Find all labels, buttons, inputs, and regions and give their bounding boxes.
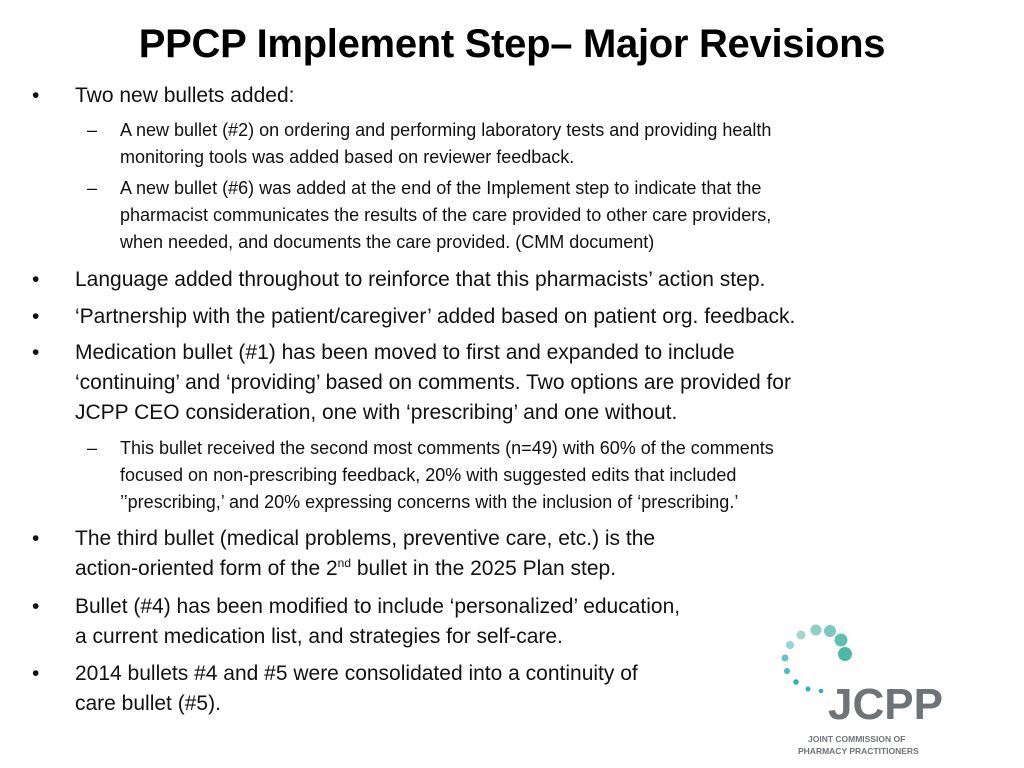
jcpp-logo — [770, 620, 970, 760]
slide-title: PPCP Implement Step– Major Revisions — [138, 22, 886, 66]
sub-bullet-lab-tests: – A new bullet (#2) on ordering and performing laboratory tests and providing health monitoring tools was added based on reviewer feedback. — [120, 117, 960, 171]
bullet-four-modified: • Bullet (#4) has been modified to include ‘personalized’ education, a current medication list, and strategies for self-care. — [75, 592, 965, 652]
logo-tagline-line2: PHARMACY PRACTITIONERS — [798, 746, 919, 756]
bullet-medication: • Medication bullet (#1) has been moved to first and expanded to include ‘continuing’ and ‘providing’ based on comments. Two options are provided for JCPP CEO consideration, one with ‘prescribing’ and one without. — [75, 338, 965, 428]
bullet-two-new-bullets: • Two new bullets added: — [75, 81, 965, 111]
bullet-language-added: • Language added throughout to reinforce that this pharmacists’ action step. — [75, 265, 965, 295]
bullet-consolidated: • 2014 bullets #4 and #5 were consolidated into a continuity of care bullet (#5). — [75, 659, 965, 719]
bullet-third-bullet: • The third bullet (medical problems, preventive care, etc.) is the action-oriented form of the 2nd bullet in the 2025 Plan step. — [75, 524, 965, 584]
logo-tagline-line1: JOINT COMMISSION OF — [808, 734, 906, 744]
sub-bullet-implement-step: – A new bullet (#6) was added at the end of the Implement step to indicate that the pharmacist communicates the results of the care provided to other care providers, when needed, and documents the care provided. (CMM document) — [120, 175, 960, 256]
bullet-partnership: • ‘Partnership with the patient/caregiver’ added based on patient org. feedback. — [75, 302, 965, 332]
logo-wordmark: JCPP — [828, 680, 943, 729]
sub-bullet-comments: – This bullet received the second most comments (n=49) with 60% of the comments focused on non-prescribing feedback, 20% with suggested edits that included ’’prescribing,’ and 20% expressing concerns with the inclusion of ‘prescribing.’ — [120, 435, 960, 516]
